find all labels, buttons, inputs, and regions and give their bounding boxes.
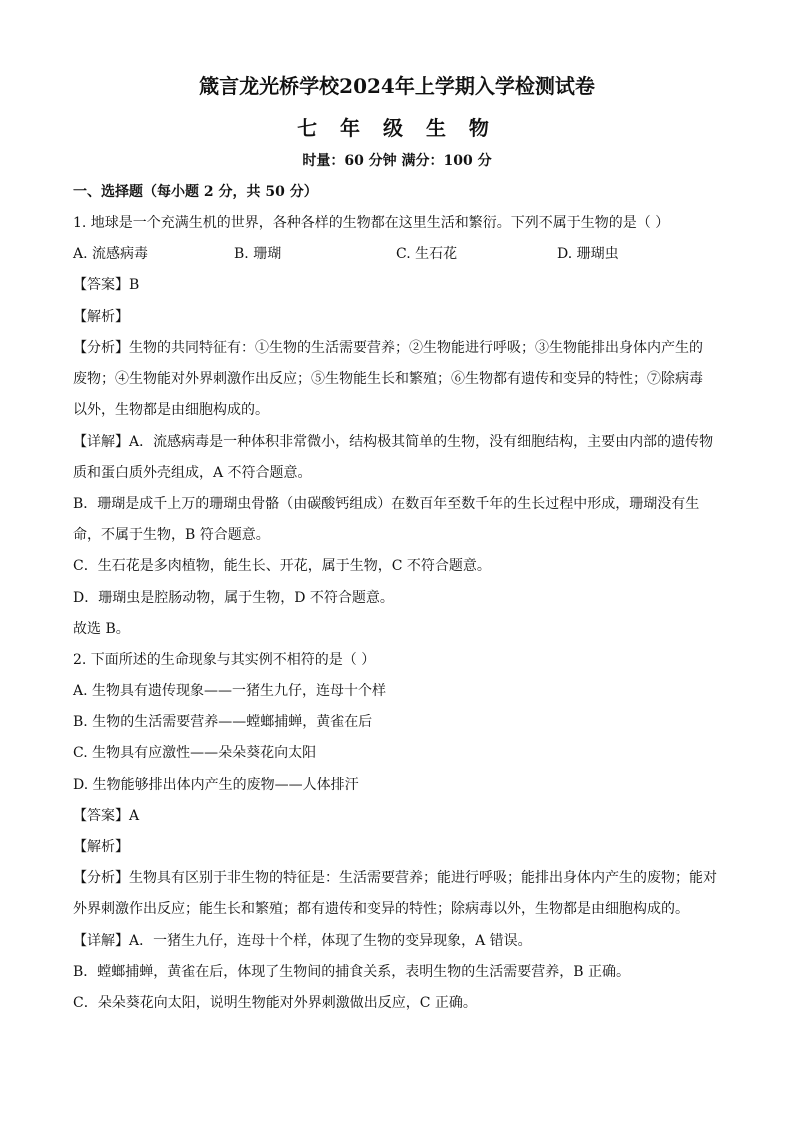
q1-xiangjie-line: D．珊瑚虫是腔肠动物，属于生物，D 不符合题意。: [73, 590, 394, 606]
q1-xiangjie-line: 质和蛋白质外壳组成，A 不符合题意。: [73, 465, 312, 481]
q1-option-c: C. 生石花: [396, 246, 458, 262]
q2-fenxi-line: 外界刺激作出反应；能生长和繁殖；都有遗传和变异的特性；除病毒以外，生物都是由细胞构成的。: [73, 901, 689, 917]
q1-xiangjie-line: 【详解】A．流感病毒是一种体积非常微小，结构极其简单的生物，没有细胞结构，主要由内部的遗传物: [73, 434, 714, 450]
exam-title: 箴言龙光桥学校2024年上学期入学检测试卷: [199, 74, 595, 98]
q2-xiangjie-line: C．朵朵葵花向太阳，说明生物能对外界刺激做出反应，C 正确。: [73, 995, 477, 1011]
q1-answer: 【答案】B: [73, 277, 140, 293]
q2-jiexi: 【解析】: [73, 839, 129, 855]
q1-xiangjie-line: 命，不属于生物，B 符合题意。: [73, 527, 270, 543]
q1-fenxi-line: 【分析】生物的共同特征有：①生物的生活需要营养；②生物能进行呼吸；③生物能排出身体内产生的: [73, 340, 703, 356]
q1-option-a: A. 流感病毒: [73, 246, 149, 262]
q2-fenxi-line: 【分析】生物具有区别于非生物的特征是：生活需要营养；能进行呼吸；能排出身体内产生的废物；能对: [73, 870, 717, 886]
q2-xiangjie-line: 【详解】A．一猪生九仔，连母十个样，体现了生物的变异现象，A 错误。: [73, 933, 532, 949]
q1-option-b: B. 珊瑚: [234, 246, 282, 262]
q2-option-c: C. 生物具有应激性——朵朵葵花向太阳: [73, 745, 317, 761]
q1-jiexi: 【解析】: [73, 309, 129, 325]
section-heading: 一、选择题（每小题 2 分，共 50 分）: [73, 184, 318, 200]
q2-option-d: D. 生物能够排出体内产生的废物——人体排汗: [73, 777, 359, 793]
q2-xiangjie-line: B．螳螂捕蝉，黄雀在后，体现了生物间的捕食关系，表明生物的生活需要营养，B 正确。: [73, 964, 631, 980]
q2-answer: 【答案】A: [73, 808, 140, 824]
q1-xiangjie-line: B．珊瑚是成千上万的珊瑚虫骨骼（由碳酸钙组成）在数百年至数千年的生长过程中形成，珊瑚没有生: [73, 496, 700, 512]
q2-option-b: B. 生物的生活需要营养——螳螂捕蝉，黄雀在后: [73, 714, 373, 730]
subject-title: 七 年 级 生 物: [297, 116, 497, 140]
q1-xiangjie-line: C．生石花是多肉植物，能生长、开花，属于生物，C 不符合题意。: [73, 558, 491, 574]
q1-fenxi-line: 以外，生物都是由细胞构成的。: [73, 402, 269, 418]
time-score-line: 时量：60 分钟 满分：100 分: [302, 153, 492, 169]
q2-option-a: A. 生物具有遗传现象——一猪生九仔，连母十个样: [73, 683, 387, 699]
q1-fenxi-line: 废物；④生物能对外界刺激作出反应；⑤生物能生长和繁殖；⑥生物都有遗传和变异的特性；⑦除病毒: [73, 371, 703, 387]
q1-stem: 1. 地球是一个充满生机的世界，各种各样的生物都在这里生活和繁衍。下列不属于生物的是（ ）: [73, 215, 670, 231]
q1-option-d: D. 珊瑚虫: [557, 246, 619, 262]
q1-conclusion: 故选 B。: [73, 621, 130, 637]
q2-stem: 2. 下面所述的生命现象与其实例不相符的是（ ）: [73, 652, 376, 668]
